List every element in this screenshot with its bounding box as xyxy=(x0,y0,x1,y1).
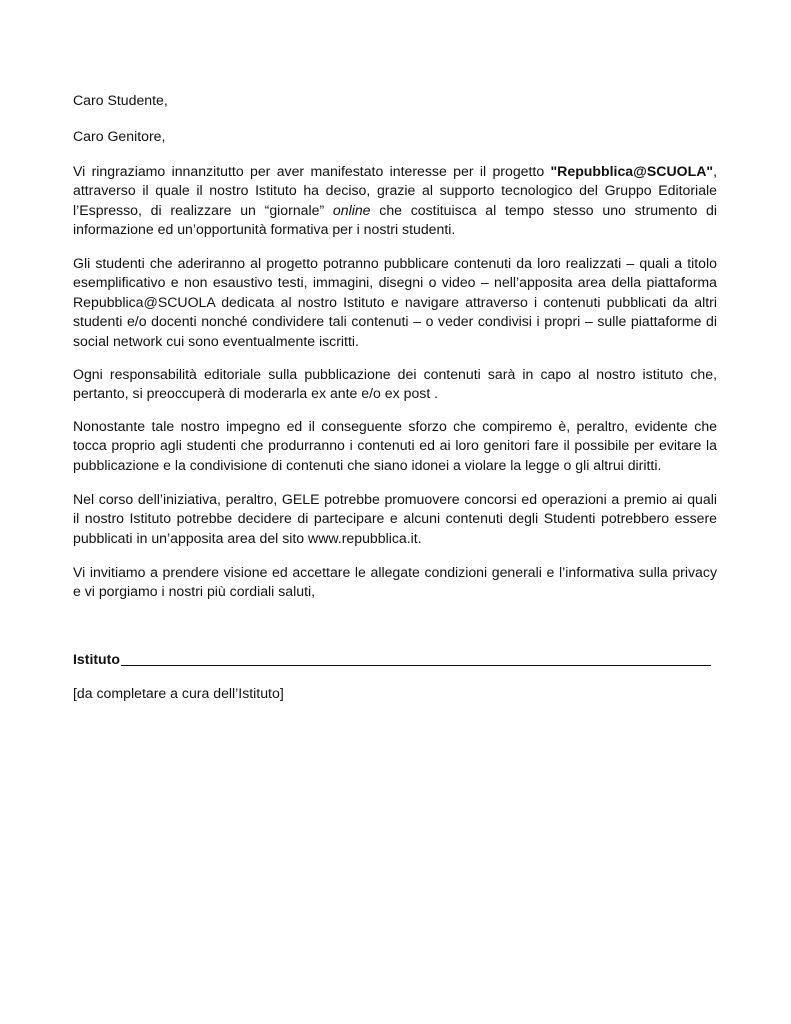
paragraph-intro xyxy=(73,162,717,240)
paragraph-intro-part-a: Vi ringraziamo innanzitutto per aver manifestato interesse per il progetto xyxy=(73,163,551,179)
paragraph-students: Gli studenti che aderiranno al progetto potranno pubblicare contenuti da loro realizzati – quali a titolo esemplificativo e non esaustivo testi, immagini, disegni o video – nell’apposita area della piattaforma Repubblica@SCUOLA dedicata al nostro Istituto e navigare attraverso i contenuti pubblicati da altri studenti e/o docenti nonché condividere tali contenuti – o veder condivisi i propri – sulle piattaforme di social network cui sono eventualmente iscritti. xyxy=(73,255,717,349)
paragraph-responsibility: Ogni responsabilità editoriale sulla pubblicazione dei contenuti sarà in capo al nostro istituto che, pertanto, si preoccuperà di moderarla ex ante e/o ex post . xyxy=(73,366,717,402)
paragraph-intro-part-c: che costituisca al tempo stesso uno strumento di informazione ed un’opportunità formativa per i nostri studenti. xyxy=(73,201,717,238)
paragraph-contests: Nel corso dell’iniziativa, peraltro, GELE potrebbe promuovere concorsi ed operazioni a premio ai quali il nostro Istituto potrebbe decidere di partecipare e alcuni contenuti degli Studenti potrebbero essere pubblicati in un’apposita area del sito www.repubblica.it. xyxy=(73,491,717,546)
institute-label xyxy=(73,650,717,669)
paragraph-closing: Vi invitiamo a prendere visione ed accettare le allegate condizioni generali e l’informativa sulla privacy e vi porgiamo i nostri più cordiali saluti, xyxy=(73,564,717,600)
institute-label-text: Istituto xyxy=(73,651,120,667)
paragraph-commitment: Nonostante tale nostro impegno ed il conseguente sforzo che compiremo è, peraltro, evidente che tocca proprio agli studenti che produrranno i contenuti ed ai loro genitori fare il possibile per evitare la pubblicazione e la condivisione di contenuti che siano idonei a violare la legge o gli altrui diritti. xyxy=(73,418,717,473)
online-word: online xyxy=(332,201,371,218)
institute-signature-line xyxy=(121,665,711,666)
greeting-parent: Caro Genitore, xyxy=(73,128,166,144)
paragraph-intro-part-b: , attraverso il quale il nostro Istituto ha deciso, grazie al supporto tecnologico del Gruppo Editoriale l’Espresso, di realizzare un “giornale” xyxy=(73,163,717,218)
greeting-student: Caro Studente, xyxy=(73,92,168,108)
institute-note: [da completare a cura dell’Istituto] xyxy=(73,685,284,701)
project-name: "Repubblica@SCUOLA" xyxy=(550,163,714,179)
